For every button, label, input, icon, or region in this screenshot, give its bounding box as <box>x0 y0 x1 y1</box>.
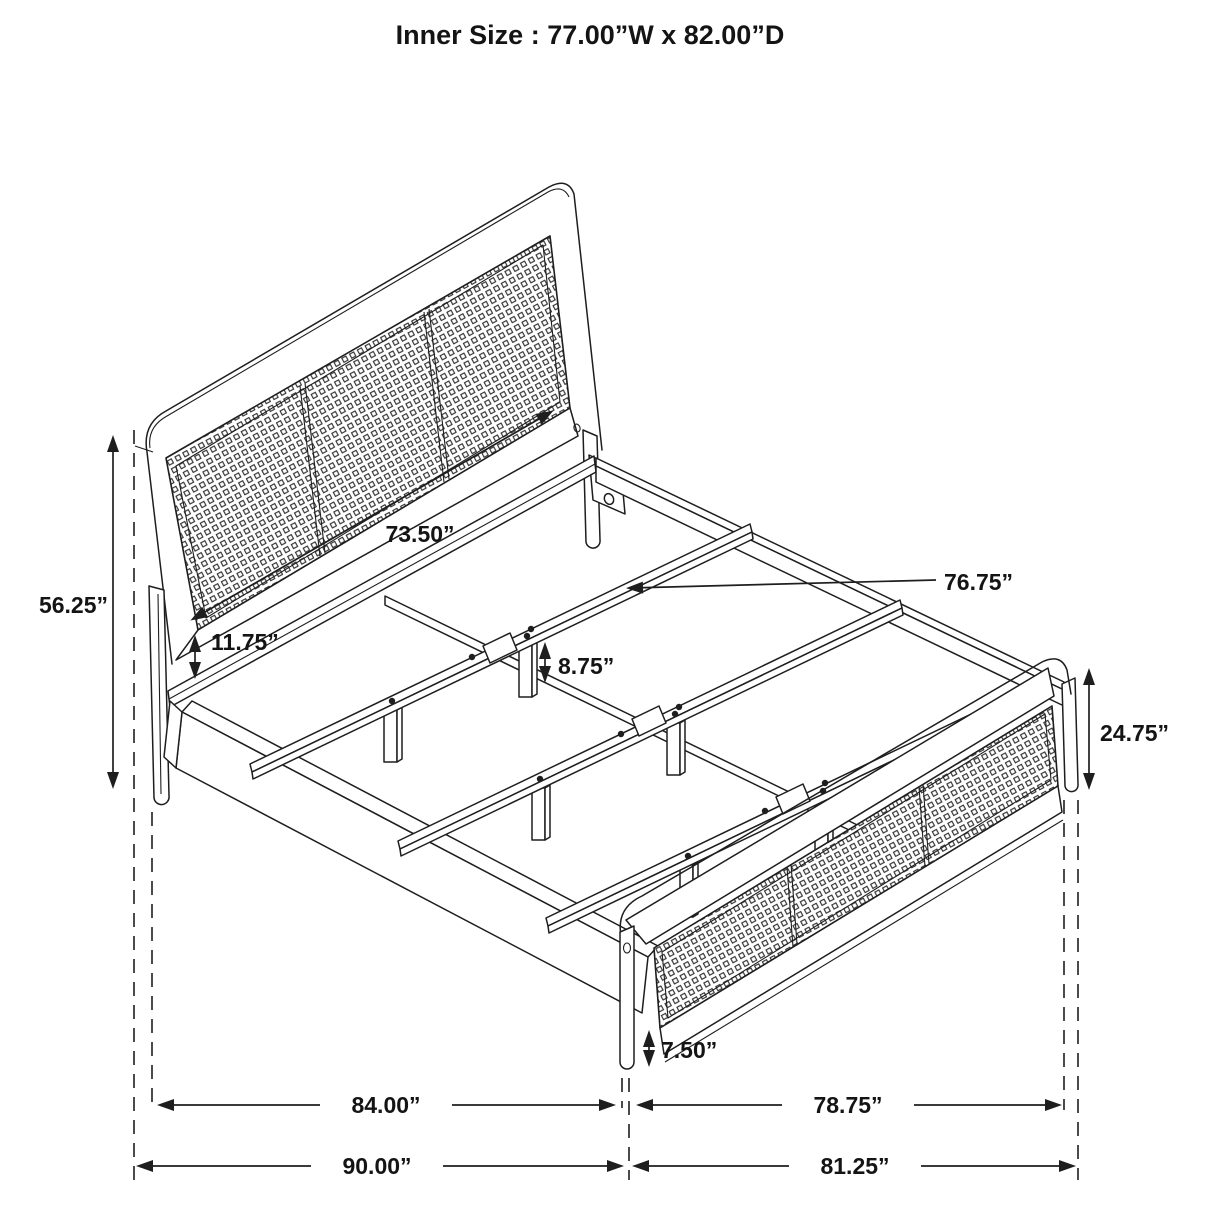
dim-label: 81.25” <box>820 1153 890 1179</box>
dim-overall-depth <box>139 1153 621 1179</box>
slat-leg <box>384 710 397 762</box>
dim-support-leg-height <box>545 645 614 680</box>
slat-leg <box>519 645 532 697</box>
dim-inner-depth <box>160 1092 613 1118</box>
dim-label: 78.75” <box>813 1092 883 1118</box>
dim-overall-width <box>635 1153 1073 1179</box>
dim-label: 56.25” <box>38 592 108 618</box>
dim-label: 73.50” <box>385 521 455 547</box>
bed-drawing <box>135 183 1078 1069</box>
left-side-rail-top <box>182 701 658 957</box>
page-title: Inner Size : 77.00”W x 82.00”D <box>395 20 785 50</box>
slat-leg <box>532 788 545 840</box>
dim-label: 7.50” <box>661 1037 718 1063</box>
dim-label: 76.75” <box>944 569 1014 595</box>
footboard-right-post <box>1062 678 1078 792</box>
dim-footboard-height <box>1089 671 1169 787</box>
dim-label: 90.00” <box>342 1153 412 1179</box>
dim-label: 8.75” <box>558 653 615 679</box>
dim-label: 11.75” <box>211 629 279 655</box>
dim-footboard-inner-width <box>639 1092 1059 1118</box>
dim-headboard-height <box>39 438 113 786</box>
dim-label: 24.75” <box>1100 720 1170 746</box>
slat-leg <box>667 723 680 775</box>
dim-footboard-rail-height <box>649 1033 717 1064</box>
dim-label: 84.00” <box>351 1092 421 1118</box>
footboard-left-post <box>620 926 634 1069</box>
